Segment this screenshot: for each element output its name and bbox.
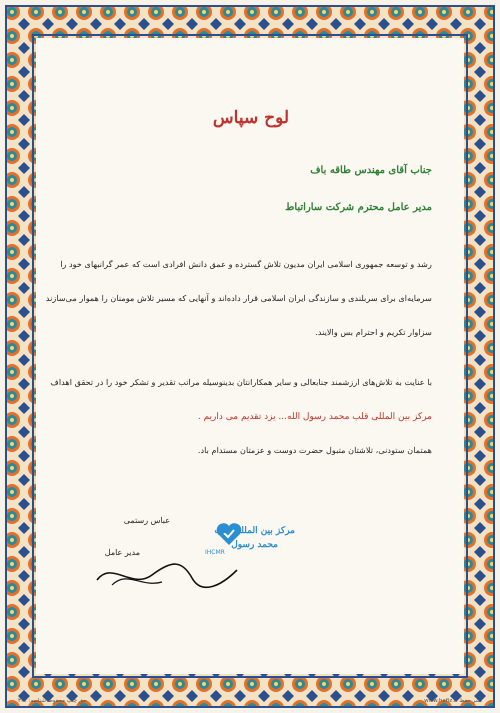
recipient-name: جناب آقای مهندس طاقه باف: [310, 165, 432, 176]
center-line: مرکز بین المللی قلب محمد رسول الله... یزد تقدیم می داریم .: [197, 412, 432, 422]
signer-name: عباس رستمی: [123, 516, 170, 525]
footer-right: www.hafiz.ir نشر حفظ: [424, 698, 482, 704]
paragraph-line-1: رشد و توسعه جمهوری اسلامی ایران مدیون تلاش گسترده و عمق دانش افرادی است که عمر گرانبهای خود را: [60, 259, 432, 269]
appreciation-line: با عنایت به تلاش‌های ارزشمند جنابعالی و سایر همکارانتان بدینوسیله مراتب تقدیر و تشکر خود را در تحقق اهداف: [50, 377, 432, 387]
footer-left: حق چاپ محفوظ شناسه: ۳۲۱: [18, 698, 87, 704]
certificate-title: لوح سپاس: [212, 108, 290, 128]
signer-title: مدیر عامل: [104, 548, 140, 557]
logo-abbr: IHCMR: [205, 549, 225, 556]
closing-line: همتمان ستودنی، تلاشتان متبول حضرت دوست و عزمتان مستدام باد.: [197, 445, 432, 455]
recipient-position: مدیر عامل محترم شرکت ساراتباط: [285, 202, 432, 213]
paragraph-line-3: سزاوار تکریم و احترام بس والایند.: [315, 327, 432, 337]
paragraph-line-2: سرمایه‌ای برای سربلندی و سازندگی ایران اسلامی قرار داده‌اند و آنهایی که مسیر تلاش مومنان را هموار می‌سازند: [45, 293, 432, 303]
logo-text-2: محمد رسول: [231, 540, 278, 550]
logo-text-1: مرکز بین المللی قلب: [214, 526, 295, 536]
